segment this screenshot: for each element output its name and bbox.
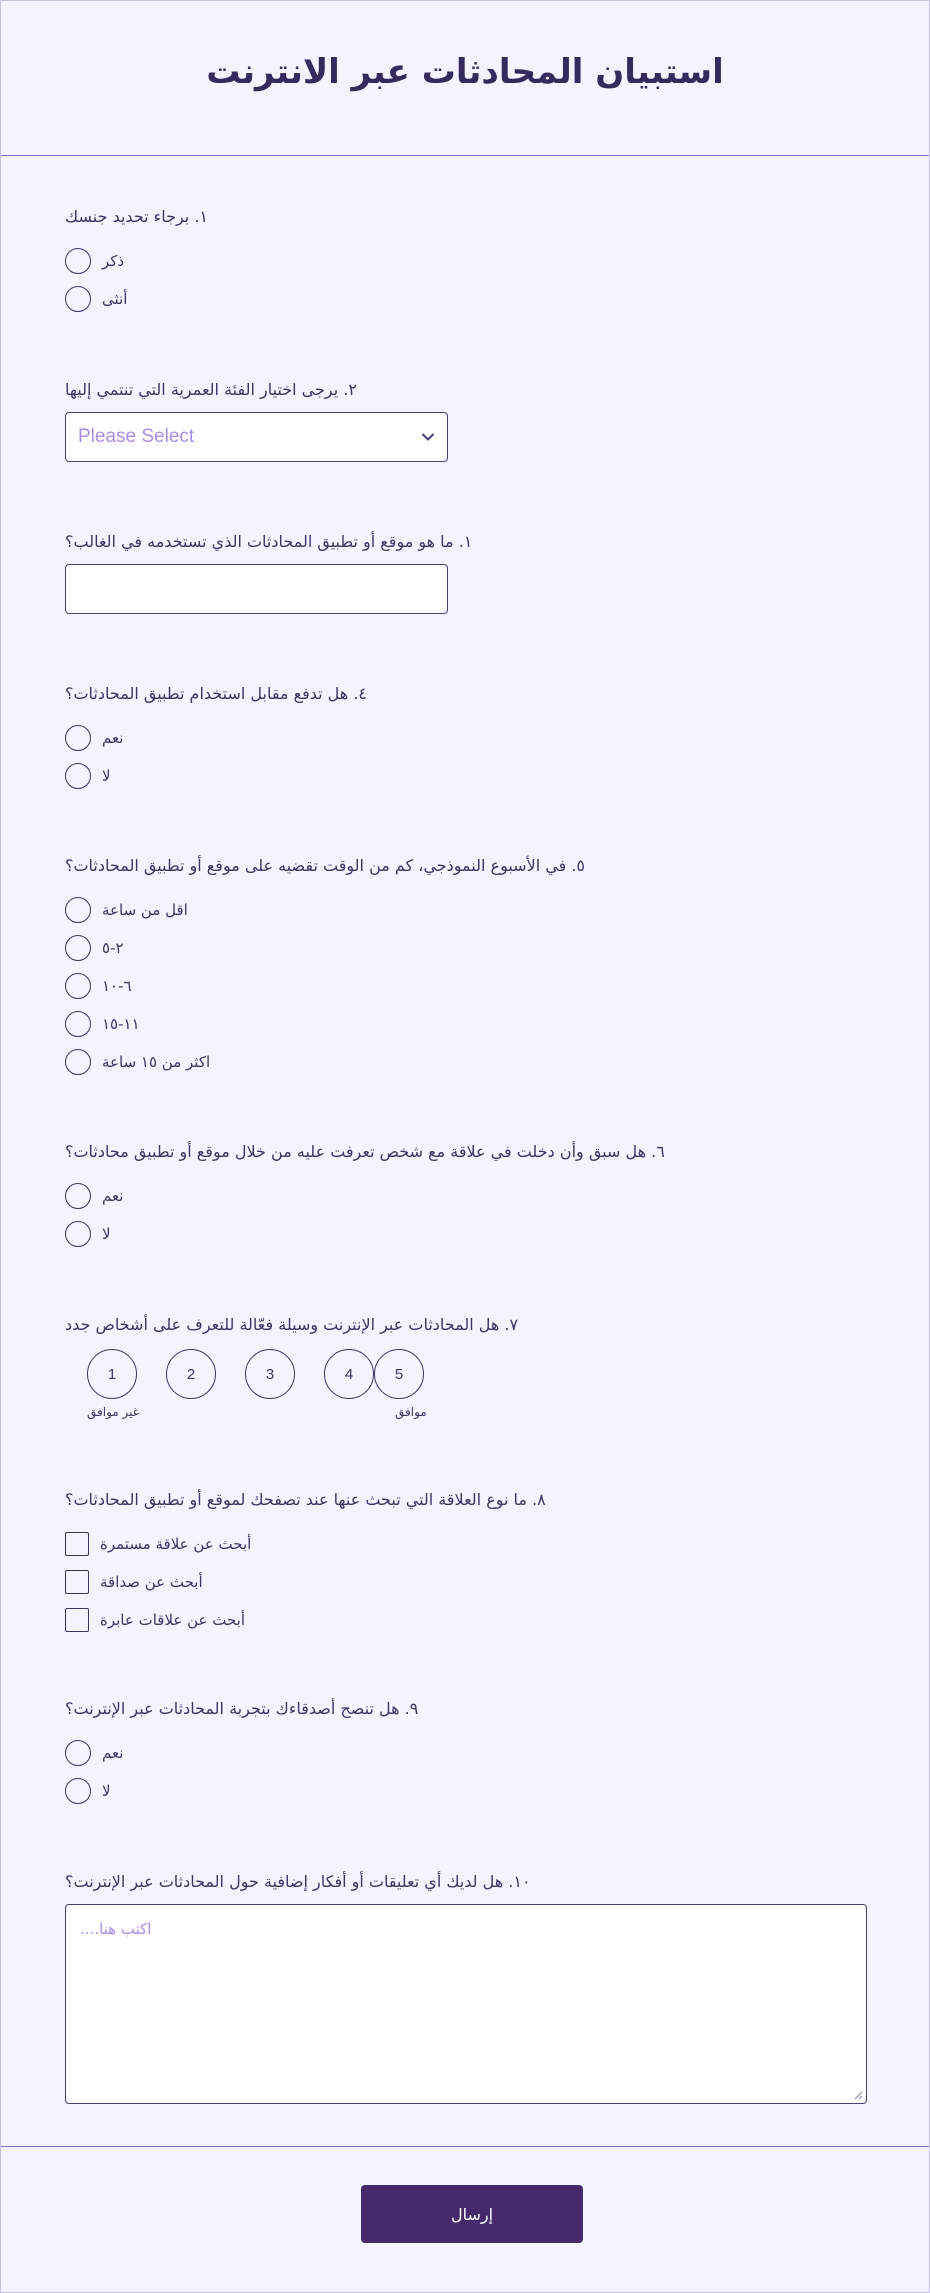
radio-button[interactable] <box>65 248 91 274</box>
radio-button[interactable] <box>65 1183 91 1209</box>
chevron-down-icon <box>421 430 435 444</box>
scale-max-caption: موافق <box>395 1405 427 1419</box>
scale-option-5[interactable]: 5 <box>374 1349 424 1399</box>
option-label: لا <box>102 1225 111 1243</box>
question-effectiveness-scale <box>65 1315 865 1425</box>
question-comments <box>65 1872 865 2104</box>
checkbox[interactable] <box>65 1532 89 1556</box>
option-less-than-hour[interactable] <box>65 891 865 929</box>
question-relationship <box>65 1142 865 1253</box>
option-more-than-15[interactable] <box>65 1043 865 1081</box>
option-11-15[interactable] <box>65 1005 865 1043</box>
question-label: ٤. هل تدفع مقابل استخدام تطبيق المحادثات؟ <box>65 684 367 703</box>
form-title: استبيان المحادثات عبر الانترنت <box>206 52 724 92</box>
option-yes[interactable] <box>65 1177 865 1215</box>
radio-button[interactable] <box>65 725 91 751</box>
option-no[interactable] <box>65 757 865 795</box>
submit-button[interactable]: إرسال <box>361 2185 583 2243</box>
radio-button[interactable] <box>65 1778 91 1804</box>
option-label: لا <box>102 767 111 785</box>
radio-button[interactable] <box>65 1740 91 1766</box>
option-label: ١١-١٥ <box>102 1015 140 1033</box>
option-label: ٢-٥ <box>102 939 124 957</box>
option-label: ٦-١٠ <box>102 977 132 995</box>
option-label: أنثى <box>102 290 128 308</box>
question-age-group <box>65 380 865 462</box>
checkbox[interactable] <box>65 1608 89 1632</box>
radio-button[interactable] <box>65 1049 91 1075</box>
question-pay <box>65 684 865 795</box>
question-label: ٩. هل تنصح أصدقاءك بتجربة المحادثات عبر الإنترنت؟ <box>65 1699 419 1718</box>
main-app-input[interactable] <box>65 564 448 614</box>
option-label: نعم <box>102 1187 124 1205</box>
question-gender <box>65 207 865 318</box>
question-label: ٧. هل المحادثات عبر الإنترنت وسيلة فعّالة للتعرف على أشخاص جدد <box>65 1315 519 1334</box>
resize-grip-icon[interactable] <box>853 2090 863 2100</box>
question-main-app <box>65 532 865 614</box>
scale-option-3[interactable]: 3 <box>245 1349 295 1399</box>
question-label: ٢. يرجى اختيار الفئة العمرية التي تنتمي إليها <box>65 380 357 399</box>
scale-option-2[interactable]: 2 <box>166 1349 216 1399</box>
question-label: ١. برجاء تحديد جنسك <box>65 207 209 226</box>
radio-button[interactable] <box>65 897 91 923</box>
option-6-10[interactable] <box>65 967 865 1005</box>
option-yes[interactable] <box>65 719 865 757</box>
scale-option-1[interactable]: 1 <box>87 1349 137 1399</box>
question-label: ٦. هل سبق وأن دخلت في علاقة مع شخص تعرفت عليه من خلال موقع أو تطبيق محادثات؟ <box>65 1142 665 1161</box>
option-label: أبحث عن علاقة مستمرة <box>100 1535 252 1553</box>
option-label: نعم <box>102 1744 124 1762</box>
option-label: لا <box>102 1782 111 1800</box>
radio-button[interactable] <box>65 763 91 789</box>
option-label: أبحث عن صداقة <box>100 1573 203 1591</box>
option-no[interactable] <box>65 1215 865 1253</box>
option-label: ذكر <box>102 252 125 270</box>
checkbox[interactable] <box>65 1570 89 1594</box>
scale-option-4[interactable]: 4 <box>324 1349 374 1399</box>
question-label: ٥. في الأسبوع النموذجي، كم من الوقت تقضيه على موقع أو تطبيق المحادثات؟ <box>65 856 585 875</box>
question-relationship-type <box>65 1490 865 1639</box>
question-recommend <box>65 1699 865 1810</box>
option-friendship[interactable] <box>65 1563 865 1601</box>
question-time-spent <box>65 856 865 1081</box>
option-label: اقل من ساعة <box>102 901 188 919</box>
question-label: ١٠. هل لديك أي تعليقات أو أفكار إضافية حول المحادثات عبر الإنترنت؟ <box>65 1872 531 1891</box>
scale-min-caption: غير موافق <box>87 1405 140 1419</box>
option-yes[interactable] <box>65 1734 865 1772</box>
question-label: ١. ما هو موقع أو تطبيق المحادثات الذي تستخدمه في الغالب؟ <box>65 532 473 551</box>
option-2-5[interactable] <box>65 929 865 967</box>
option-casual[interactable] <box>65 1601 865 1639</box>
age-group-select[interactable] <box>65 412 448 462</box>
option-male[interactable] <box>65 242 865 280</box>
textarea-placeholder: اكتب هنا.... <box>80 1920 152 1938</box>
radio-button[interactable] <box>65 1221 91 1247</box>
form-header <box>1 1 929 156</box>
footer-divider <box>1 2146 929 2147</box>
option-long-term[interactable] <box>65 1525 865 1563</box>
question-label: ٨. ما نوع العلاقة التي تبحث عنها عند تصفحك لموقع أو تطبيق المحادثات؟ <box>65 1490 546 1509</box>
option-no[interactable] <box>65 1772 865 1810</box>
option-label: اكثر من ١٥ ساعة <box>102 1053 211 1071</box>
option-female[interactable] <box>65 280 865 318</box>
option-label: أبحث عن علاقات عابرة <box>100 1611 246 1629</box>
radio-button[interactable] <box>65 1011 91 1037</box>
radio-button[interactable] <box>65 973 91 999</box>
rating-scale <box>65 1349 865 1405</box>
comments-textarea[interactable] <box>65 1904 867 2104</box>
option-label: نعم <box>102 729 124 747</box>
radio-button[interactable] <box>65 286 91 312</box>
select-placeholder: Please Select <box>78 426 195 447</box>
radio-button[interactable] <box>65 935 91 961</box>
